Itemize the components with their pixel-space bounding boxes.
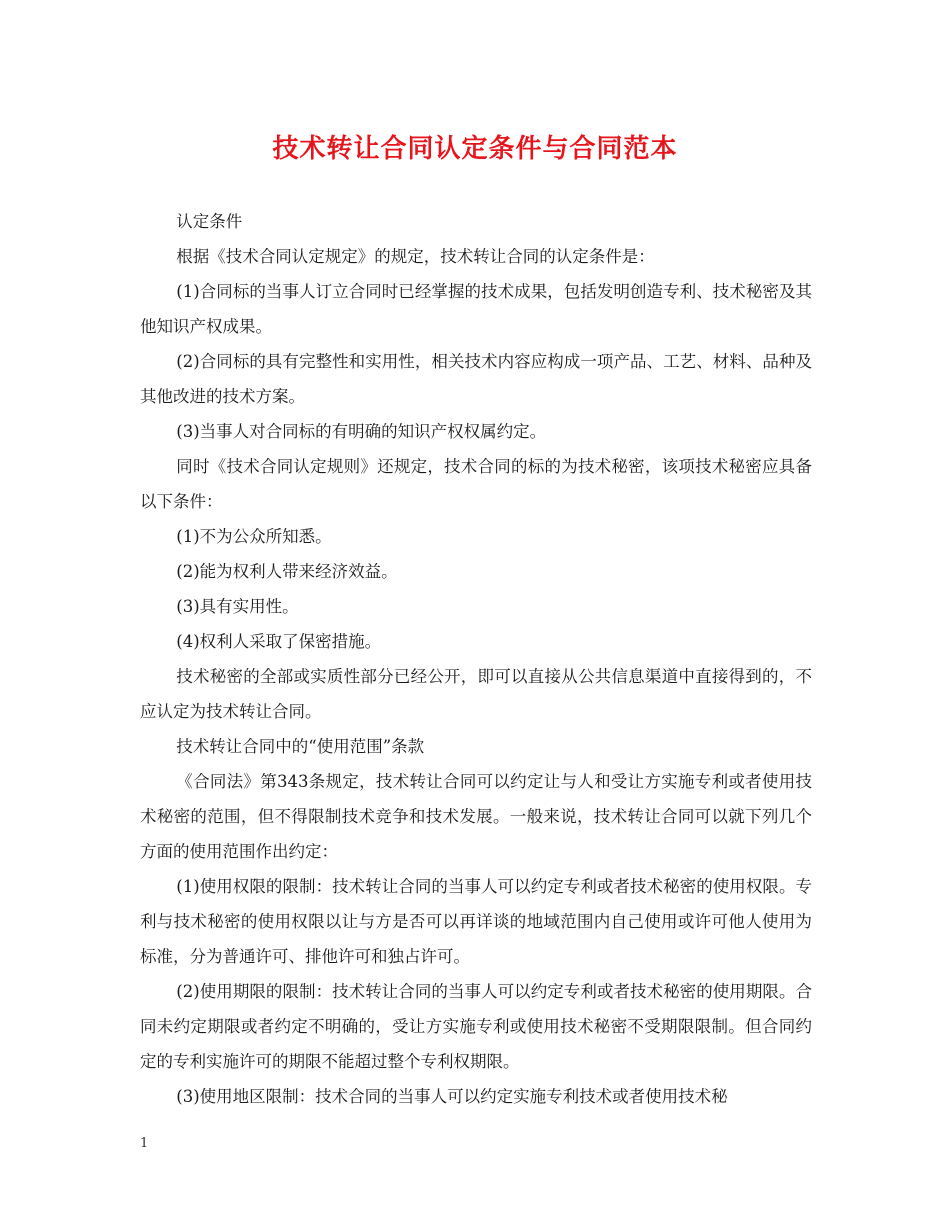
paragraph-heading-conditions: 认定条件 <box>176 212 243 231</box>
document-title: 技术转让合同认定条件与合同范本 <box>272 134 678 164</box>
paragraph: (3)使用地区限制：技术合同的当事人可以约定实施专利技术或者使用技术秘 <box>176 1087 728 1106</box>
paragraph: (1)不为公众所知悉。 <box>176 527 332 546</box>
paragraph: 技术秘密的全部或实质性部分已经公开，即可以直接从公共信息渠道中直接得到的，不应认定为技术转让合同。 <box>140 667 812 721</box>
paragraph: (1)使用权限的限制：技术转让合同的当事人可以约定专利或者技术秘密的使用权限。专利与技术秘密的使用权限以让与方是否可以再详谈的地域范围内自己使用或许可他人使用为标准，分为普通许可、排他许可和独占许可。 <box>140 877 812 966</box>
paragraph: (3)具有实用性。 <box>176 597 299 616</box>
paragraph: (3)当事人对合同标的有明确的知识产权权属约定。 <box>176 422 547 441</box>
paragraph: (4)权利人采取了保密措施。 <box>176 632 382 651</box>
paragraph: (2)使用期限的限制：技术转让合同的当事人可以约定专利或者技术秘密的使用期限。合同未约定期限或者约定不明确的，受让方实施专利或使用技术秘密不受期限限制。但合同约定的专利实施许可的期限不能超过整个专利权期限。 <box>140 982 812 1071</box>
paragraph: 《合同法》第343条规定，技术转让合同可以约定让与人和受让方实施专利或者使用技术秘密的范围，但不得限制技术竞争和技术发展。一般来说，技术转让合同可以就下列几个方面的使用范围作出约定： <box>140 772 812 861</box>
document-body <box>140 204 812 1114</box>
paragraph: (2)合同标的具有完整性和实用性，相关技术内容应构成一项产品、工艺、材料、品种及其他改进的技术方案。 <box>140 352 812 406</box>
paragraph: (1)合同标的当事人订立合同时已经掌握的技术成果，包括发明创造专利、技术秘密及其他知识产权成果。 <box>140 282 812 336</box>
paragraph: (2)能为权利人带来经济效益。 <box>176 562 398 581</box>
page-number: 1 <box>140 1136 149 1151</box>
paragraph: 同时《技术合同认定规则》还规定，技术合同的标的为技术秘密，该项技术秘密应具备以下条件： <box>140 457 812 511</box>
paragraph: 根据《技术合同认定规定》的规定，技术转让合同的认定条件是： <box>176 247 655 266</box>
paragraph-heading-scope: 技术转让合同中的“使用范围”条款 <box>176 737 425 756</box>
